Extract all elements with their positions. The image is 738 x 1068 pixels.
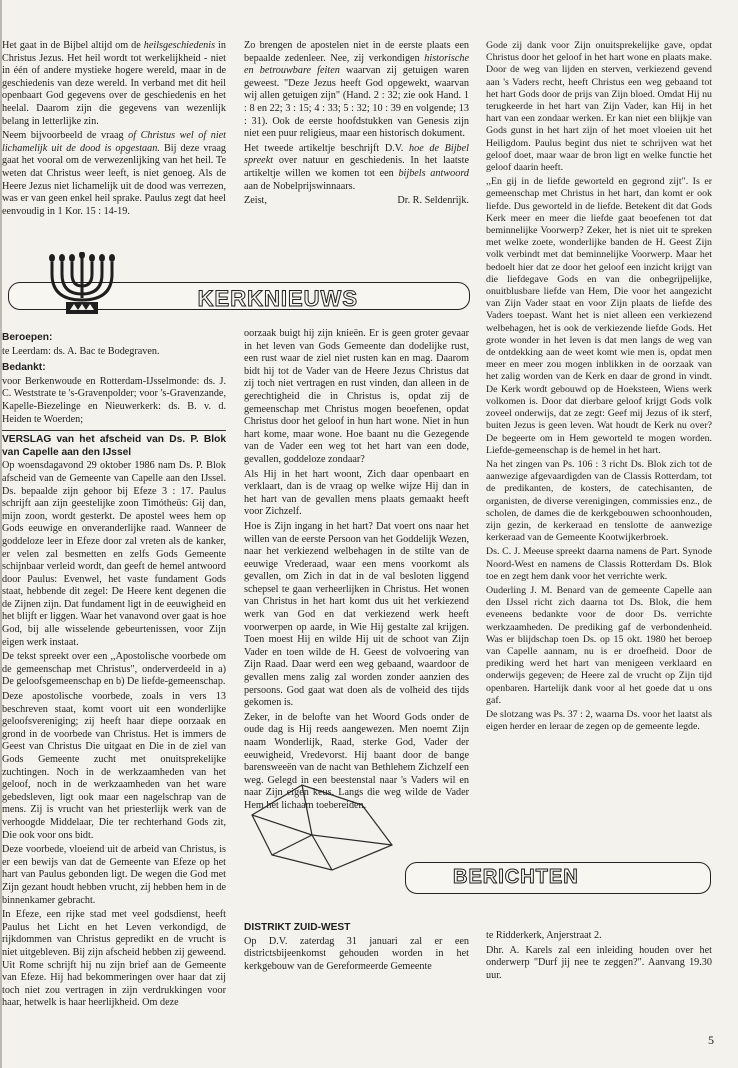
berichten-column <box>244 918 469 975</box>
paragraph: Na het zingen van Ps. 106 : 3 richt Ds. Blok zich tot de aanwezige afgevaardigden van de Classis Rotterdam, tot de predikanten, de kosters, de catechisanten, de organisten, de diverse verenigingen, commissies enz., de scholen, de dames die de kerkgebouwen schoonhouden, zijn gezin, de kerkeraad en tenslotte de aanwezige kerkeraad van de Gemeente Kootwijkerbroek. <box>486 458 712 544</box>
signature-author: Dr. R. Seldenrijk. <box>397 195 469 207</box>
column-3 <box>486 40 712 735</box>
paragraph: Het gaat in de Bijbel altijd om de heilsgeschiedenis in Christus Jezus. Het heil wordt tot werkelijkheid - niet in één of andere mystieke hogere wereld, maar in de geschiedenis van deze wereld. In verband met dit heil openbaart God gegevens over de geschiedenis en het heelal. Daarom zijn die gegevens van wezenlijk belang in letterlijke zin. <box>2 40 226 127</box>
verslag-heading: VERSLAG van het afscheid van Ds. P. Blok van Capelle aan den IJssel <box>2 430 226 459</box>
paragraph: De slotzang was Ps. 37 : 2, waarna Ds. voor het laatst als eigen herder en leraar de zegen op de gemeente legde. <box>486 708 712 733</box>
paragraph: Op woensdagavond 29 oktober 1986 nam Ds. P. Blok afscheid van de Gemeente van Capelle aan den IJssel. Ds. bepaalde zijn gehoor bij Efeze 3 : 17. Paulus schrijft aan zijn geestelijke zoon Timótheüs: Gij dan, mijn zoon, wordt gesterkt. De apostel wees hem op Gods eeuwige en onveranderlijke raad. Wanneer de goddeloze leer in Efeze door zal vreten als de kanker, er velen zal besmetten en zelfs Gods Gemeente schijnbaar verleid wordt, dan geeft de hemel antwoord door Paulus: Evenwel, het vaste fundament Gods staat, hebbende dit zegel: De Heere kent degenen die de Zijnen zijn. Dat fundament ligt in de eeuwigheid en het blijft er liggen. Waar het vanavond over gaat is hoe God, bij alle wisselende gebeurtenissen, voor Zijn eigen werk instaat. <box>2 460 226 648</box>
paragraph: Ds. C. J. Meeuse spreekt daarna namens de Part. Synode Noord-West en namens de Classis Rotterdam Ds. Blok toe en zegt hem dank voor het verrichte werk. <box>486 546 712 582</box>
berichten-banner <box>405 862 711 896</box>
column-2-intro <box>244 40 469 208</box>
paragraph: Neem bijvoorbeeld de vraag of Christus wel of niet lichamelijk uit de dood is opgestaan. Bij deze vraag gaat het vooral om de verwezenlijking van het heil. Te weten dat Christus weer leeft, is niet genoeg. Als de Heere Jezus niet lichamelijk uit de dood was verrezen, was er van geen enkel heil sprake. Paulus zegt dat heel eenvoudig in 1 Kor. 15 : 14-19. <box>2 130 226 217</box>
paragraph: Deze voorbede, vloeiend uit de arbeid van Christus, is er een bewijs van dat de Gemeente van Efeze op het hart van Paulus gebonden ligt. De wegen die God met Zijn gezant houdt hebben vrucht, zij hebben hem in de binnenkamer gebracht. <box>2 844 226 906</box>
beroepen-text: te Leerdam: ds. A. Bac te Bodegraven. <box>2 345 160 357</box>
beroepen-heading: Beroepen: <box>2 332 53 343</box>
signature-place: Zeist, <box>244 195 267 207</box>
article-signature <box>244 195 469 208</box>
bedankt-text: voor Berkenwoude en Rotterdam-IJsselmonde: ds. J. C. Weststrate te 's-Gravenpolder; voor 's-Gravenzande, Kapelle-Biezelinge en Nieuwerkerk: ds. B. v. d. Heiden te Woerden; <box>2 375 226 425</box>
paragraph: oorzaak buigt hij zijn knieën. Er is geen groter gevaar in het leven van Gods Gemeente dan dodelijke rust, een rust waar de ziel niet rusten kan en mag. Daarom bidt hij tot de Vader van de Heere Jezus Christus dat zij toch niet vertragen en rust vinden, dan alleen in de gerechtigheid die in Christus is, opdat zij de gemeenschap met Christus mogen beoefenen, opdat Christus door het geloof in hun hart wone. Niet in hun hart kome, maar wone. Hoe baant nu die Gezegende van de Vader een weg tot het hart van een dode, gevallen, goddeloze zondaar? <box>244 328 469 465</box>
berichten-text: Op D.V. zaterdag 31 januari zal er een districtsbijeenkomst gehouden worden in het kerkgebouw van de Gereformeerde Gemeente <box>244 935 469 972</box>
paragraph: ,,En gij in de liefde geworteld en gegrond zijt". Is er gemeenschap met Christus in het hart, dan komt er ook liefde. Dus geworteld in de liefde. Betekent dit dat Gods Kerk meer en meer die liefde gaat beoefenen tot dat beminnelijke Voorwerp? Zeker, het is niet uit te spreken met welke zoete, wonderlijke banden de H. Geest Zijn volk verbindt met dat beminnelijke Voorwerp. Maar het bedoelt hier dat ze door het geloof een inzicht krijgt van die liefdegave Gods en van die onbegrijpelijke, onuitblusbare liefde van Hem, Die voor het aangezicht van Zijn Vader staat en voor Zijn plaats de liefde des Vaders toepast. Want het is niet alleen een verkiezend welbehagen, het is ook de verkiezende liefde Gods. Het grote wonder in het leven is dat men langs de weg van de ontdekking aan de weet komt wie men is, opdat men meer en meer zou mogen inblikken in de oorzaak van het zalig worden van de Kerk en daar de grond in vindt. De Kerk wordt gebouwd op de Hoeksteen, Wiens werk volkomen is. Door dat dierbare geloof krijgt Gods volk zoveel onderwijs, dat ze zegt: Geef mij Jezus of ik sterf, buiten Jezus is geen leven. Wat houdt de Kerk nu over? De begeerte om in Hem geworteld te mogen worden. Liefde-gemeenschap is de hemel in het hart. <box>486 176 712 456</box>
page-number: 5 <box>708 1033 714 1047</box>
berichten-text-b: Dhr. A. Karels zal een inleiding houden over het onderwerp "Durf jij nee te zeggen?". Aanvang 19.30 uur. <box>486 944 712 981</box>
paragraph: Zo brengen de apostelen niet in de eerste plaats een bepaalde zedenleer. Nee, zij verkondigen historische en betrouwbare feiten waarvan zij getuigen waren geweest. "Deze Jezus heeft God opgewekt, waarvan wij allen getuigen zijn" (Hand. 2 : 32; zie ook Hand. 1 : 8 en 22; 3 : 15; 4 : 33; 5 : 32; 10 : 39 en volgende; 13 : 31). Ook de eerste hoofdstukken van Genesis zijn niet een puur religieus, maar een historisch dokument. <box>244 40 469 140</box>
paragraph: De tekst spreekt over een ,,Apostolische voorbede om de gemeenschap met Christus", onderverdeeld in a) De geloofsgemeenschap en b) De liefde-gemeenschap. <box>2 651 226 688</box>
column-1-intro <box>2 40 226 220</box>
menorah-icon <box>42 252 122 316</box>
paragraph: Gode zij dank voor Zijn onuitsprekelijke gave, opdat Christus door het geloof in het hart wone en plaats make. Door de weg van lijden en sterven, verkiezend gevend aan 's Vaders recht, heeft Christus een weg gebaand tot het hart Gods door de prijs van Zijn bloed. Omdat Hij nu terugkeerde in het hart van Zijn Vader, kan Hij in het hart van een zondaar werken. Er kan niet een blijkje van Gods gunst in het hart zijn of het moet vloeien uit het Heiligdom. Paulus begint dus niet te schrijven wat het geloof doet, maar waar de bron ligt en welke functie het geloof daarin heeft. <box>486 40 712 174</box>
paragraph: Als Hij in het hart woont, Zich daar openbaart en verklaart, dan is de vraag op welke wijze Hij dan in het hart van de gevallen mens plaats gemaakt heeft voor Zichzelf. <box>244 468 469 518</box>
berichten-heading: DISTRIKT ZUID-WEST <box>244 922 351 933</box>
paragraph: Ouderling J. M. Benard van de gemeente Capelle aan den IJssel richt zich daarna tot Ds. Blok, die hem eveneens bedankte voor de door Ds. verrichte werkzaamheden. De prediking gaf de verbondenheid. Was er blijdschap toen Ds. op 15 okt. 1980 het beroep van Capelle aannam, nu is er droefheid. Door de prediking werd het hart van menigeen verklaard en onderwijs gegeven; de Heere zal de vrucht op Zijn tijd openbaren. Hartelijk dank voor al het goede dat u ons gaf. <box>486 584 712 706</box>
kerknieuws-column <box>2 328 226 1012</box>
kerknieuws-title: KERKNIEUWS <box>197 286 358 311</box>
berichten-title: BERICHTEN <box>453 866 579 888</box>
decorative-line-drawing <box>242 775 402 875</box>
berichten-column-continued <box>486 930 712 984</box>
paragraph: Deze apostolische voorbede, zoals in vers 13 beschreven staat, komt voort uit een wonderlijke geloofsvereniging; zij heeft haar diepe oorzaak en grond in de voorbede van Christus. Het is immers de Geest van Christus Die uitgaat en Die in de ziel van Gods Gemeente zucht met onuitsprekelijke zuchtingen. Noch in de werkzaamheden van het geloof, noch in de werkzaamheden van het ware gebedsleven, ligt ook maar een nagelschrap van de mens. Zij is vrucht van het priesterlijk werk van de verhoogde Middelaar, Die ter rechterhand Gods zit, Die ook voor ons bidt. <box>2 691 226 841</box>
paragraph: Hoe is Zijn ingang in het hart? Dat voert ons naar het willen van de eerste Persoon van het Goddelijk Wezen, naar het verkiezend welbehagen in de stilte van de eeuwige Vrederaad, waar een mens voorkomt als gevallen, om Zich in dat in de val besloten liggend schepsel te gaan verheerlijken in Christus. Het wonen van Christus in het hart komt dus uit het verkiezend werk van God en dat verkiezend werk heeft voorwerpen op aarde, in Wie Hij gestalte zal krijgen. Toen moest Hij en wilde Hij uit de schoot van Zijn Vader en toen wilde de H. Geest de volvoering van Zijn Raad. Daar werd een weg gebaand, waardoor de gevallen mens zalig zal worden zonder aanzien des persoons. God gaat wat doen als de volheid des tijds gekomen is. <box>244 520 469 709</box>
paragraph: Het tweede artikeltje beschrijft D.V. hoe de Bijbel spreekt over natuur en geschiedenis. In het laatste artikeltje willen we komen tot een bijbels antwoord aan de Nobelprijswinnaars. <box>244 142 470 192</box>
column-2-continued <box>244 328 469 815</box>
paragraph: Zeker, in de belofte van het Woord Gods onder de oude dag is Hij reeds aangewezen. Men noemt Zijn naam Wonderlijk, Raad, sterke God, Vader der eeuwigheid, Vredevorst. Hij baant door de bange barensweeën van de nacht van Bethlehem Zichzelf een weg. Gelegd in een beestenstal naar 's Vaders wil en naar Zijn eigen keus. Langs die weg wilde de Vader Hem het lichaam toebereiden. <box>244 711 469 811</box>
berichten-text-a: te Ridderkerk, Anjerstraat 2. <box>486 930 602 941</box>
bedankt-heading: Bedankt: <box>2 362 46 374</box>
kerknieuws-banner <box>2 250 468 316</box>
paragraph: In Efeze, een rijke stad met veel godsdienst, heeft Paulus het Licht en het Leven verkondigd, de rijkdommen van Christus gepredikt en de vrucht is niet uitgebleven. Bij zijn afscheid hebben zij geweend. Uit Rome schrijft hij nu zijn brief aan de Gemeente van Efeze. Hij had bekommeringen over haar dat zij toch niet zou vertragen in zijn verdrukkingen voor haar, hetwelk is haar heerlijkheid. Om deze <box>2 909 226 1009</box>
